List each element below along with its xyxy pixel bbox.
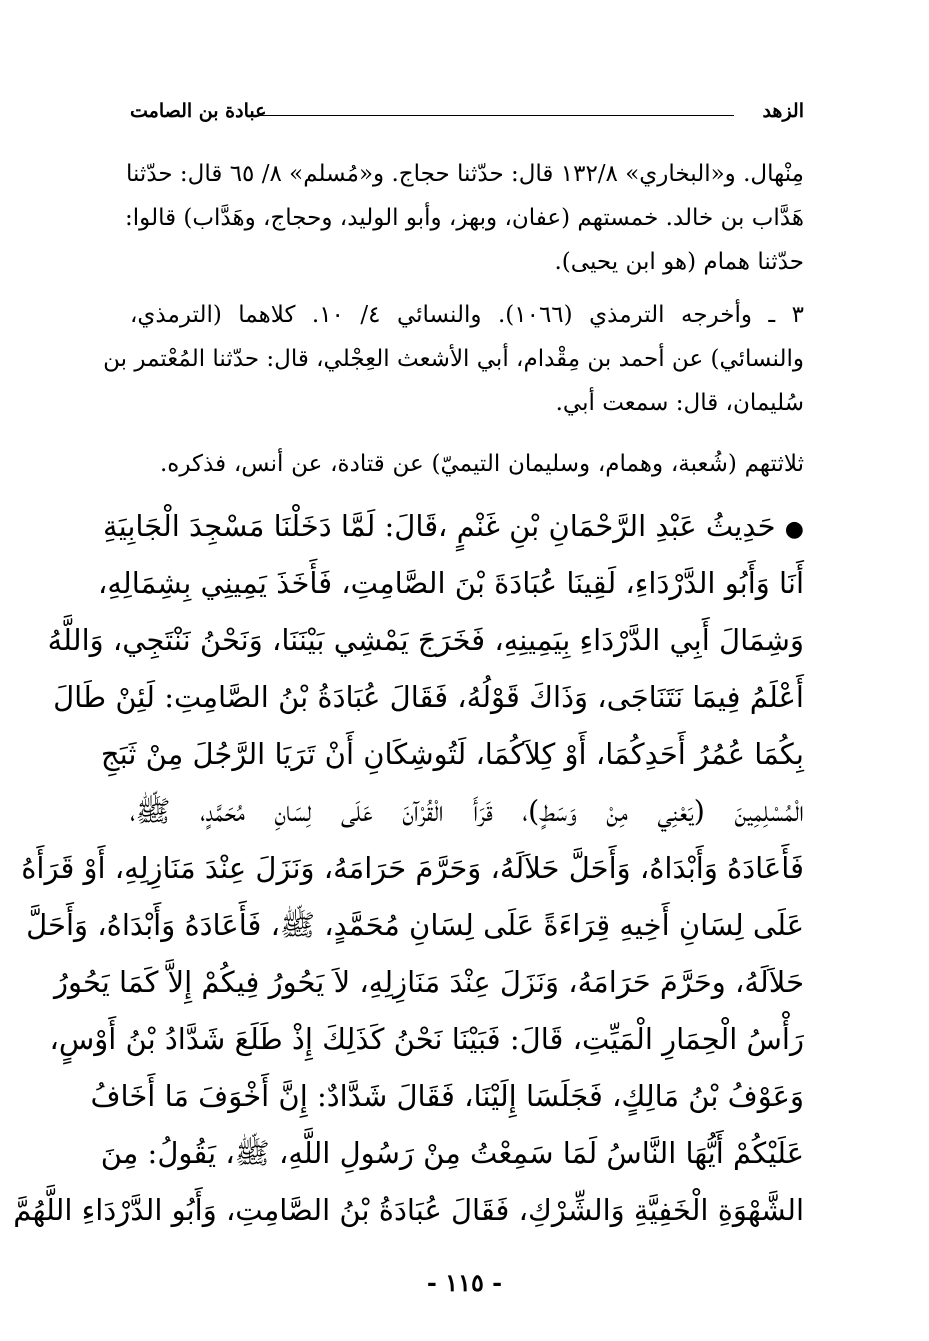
header-section-title: عبادة بن الصامت [130, 100, 267, 122]
hadith-first-line [103, 498, 804, 555]
page-number: - ١١٥ - [426, 1268, 503, 1297]
text-line: فَأَعَادَهُ وَأَبْدَاهُ، وَأَحَلَّ حَلاَلَهُ، وَحَرَّمَ حَرَامَهُ، وَنَزَلَ عِنْدَ مَنَازِلِهِ، أَوْ قَرَأَهُ [21, 851, 804, 885]
text-line: ثلاثتهم (شُعبة، وهمام، وسليمان التيميّ) عن قتادة، عن أنس، فذكره. [160, 451, 804, 477]
text-line: رَأْسُ الْحِمَارِ الْمَيِّتِ، قَالَ: فَبَيْنَا نَحْنُ كَذَلِكَ إِذْ طَلَعَ شَدَّادُ بْنُ أَوْسٍ، [49, 1022, 804, 1056]
text-line: عَلَيْكُمْ أَيُّهَا النَّاسُ لَمَا سَمِعْتُ مِنْ رَسُولِ اللَّهِ، ﷺ، يَقُولُ: مِنَ [100, 1136, 804, 1170]
text-line: وَشِمَالَ أَبِي الدَّرْدَاءِ بِيَمِينِهِ، فَخَرَجَ يَمْشِي بَيْنَنَا، وَنَحْنُ نَنْتَجِي، وَاللَّهُ [47, 623, 804, 657]
text-line: أَنَا وَأَبُو الدَّرْدَاءِ، لَقِينَا عُبَادَةَ بْنَ الصَّامِتِ، فَأَخَذَ يَمِينِي بِشِمَالِهِ، [97, 566, 804, 600]
text-line: أَعْلَمُ فِيمَا نَتَنَاجَى، وَذَاكَ قَوْلُهُ، فَقَالَ عُبَادَةُ بْنُ الصَّامِتِ: لَئِنْ طَالَ [53, 680, 804, 714]
footnote-paragraph-1 [125, 152, 804, 284]
running-header [130, 97, 804, 131]
text-line: ٣ ـ وأخرجه الترمذي (١٠٦٦). والنسائي ٤/ ١٠. كلاهما (الترمذي، [130, 302, 804, 328]
text-line: حَلاَلَهُ، وحَرَّمَ حَرَامَهُ، وَنَزَلَ عِنْدَ مَنَازِلِهِ، لاَ يَحُورُ فِيكُمْ إِلاَّ كَمَا يَحُورُ [53, 965, 804, 999]
bullet-icon: ● [784, 517, 804, 542]
text-line: حَدِيثُ عَبْدِ الرَّحْمَانِ بْنِ غَنْمٍ ،قَالَ: لَمَّا دَخَلْنَا مَسْجِدَ الْجَابِيَةِ [103, 509, 776, 543]
text-line: وَعَوْفُ بْنُ مَالِكٍ، فَجَلَسَا إِلَيْنَا، فَقَالَ شَدَّادٌ: إِنَّ أَخْوَفَ مَا أَخَافُ [90, 1079, 804, 1113]
footnote-paragraph-2 [103, 293, 804, 425]
text-line: حدّثنا همام (هو ابن يحيى). [554, 249, 804, 275]
text-line: الْمُسْلِمِينَ (يَعْنِي مِنْ وَسَطٍ)، قَرَأَ الْقُرْآنَ عَلَى لِسَانِ مُحَمَّدٍ، ﷺ، [130, 794, 804, 828]
hadith-text [13, 498, 804, 1239]
text-line: عَلَى لِسَانِ أَخِيهِ قِرَاءَةً عَلَى لِسَانِ مُحَمَّدٍ، ﷺ، فَأَعَادَهُ وَأَبْدَاهُ، وَأَحَلَّ [26, 908, 804, 942]
text-line: مِنْهال. و«البخاري» ١٣٢/٨ قال: حدّثنا حجاج. و«مُسلم» ٨/ ٦٥ قال: حدّثنا [125, 161, 804, 187]
header-chapter-title: الزهد [762, 100, 804, 122]
text-line: والنسائي) عن أحمد بن مِقْدام، أبي الأشعث العِجْلي، قال: حدّثنا المُعْتمر بن [103, 346, 804, 372]
text-line: سُليمان، قال: سمعت أبي. [555, 390, 804, 416]
text-line: الشَّهْوَةِ الْخَفِيَّةِ وَالشِّرْكِ، فَقَالَ عُبَادَةُ بْنُ الصَّامِتِ، وَأَبُو الدَّرْدَاءِ اللَّهُمَّ [13, 1193, 804, 1227]
text-line: بِكُمَا عُمُرُ أَحَدِكُمَا، أَوْ كِلاَكُمَا، لَتُوشِكَانِ أَنْ تَرَيَا الرَّجُلَ مِنْ ثَبَجِ [100, 737, 804, 771]
text-line: هَدَّاب بن خالد. خمستهم (عفان، وبهز، وأبو الوليد، وحجاج، وهَدَّاب) قالوا: [125, 205, 804, 231]
header-rule [255, 115, 734, 116]
footnote-paragraph-3 [160, 442, 804, 486]
